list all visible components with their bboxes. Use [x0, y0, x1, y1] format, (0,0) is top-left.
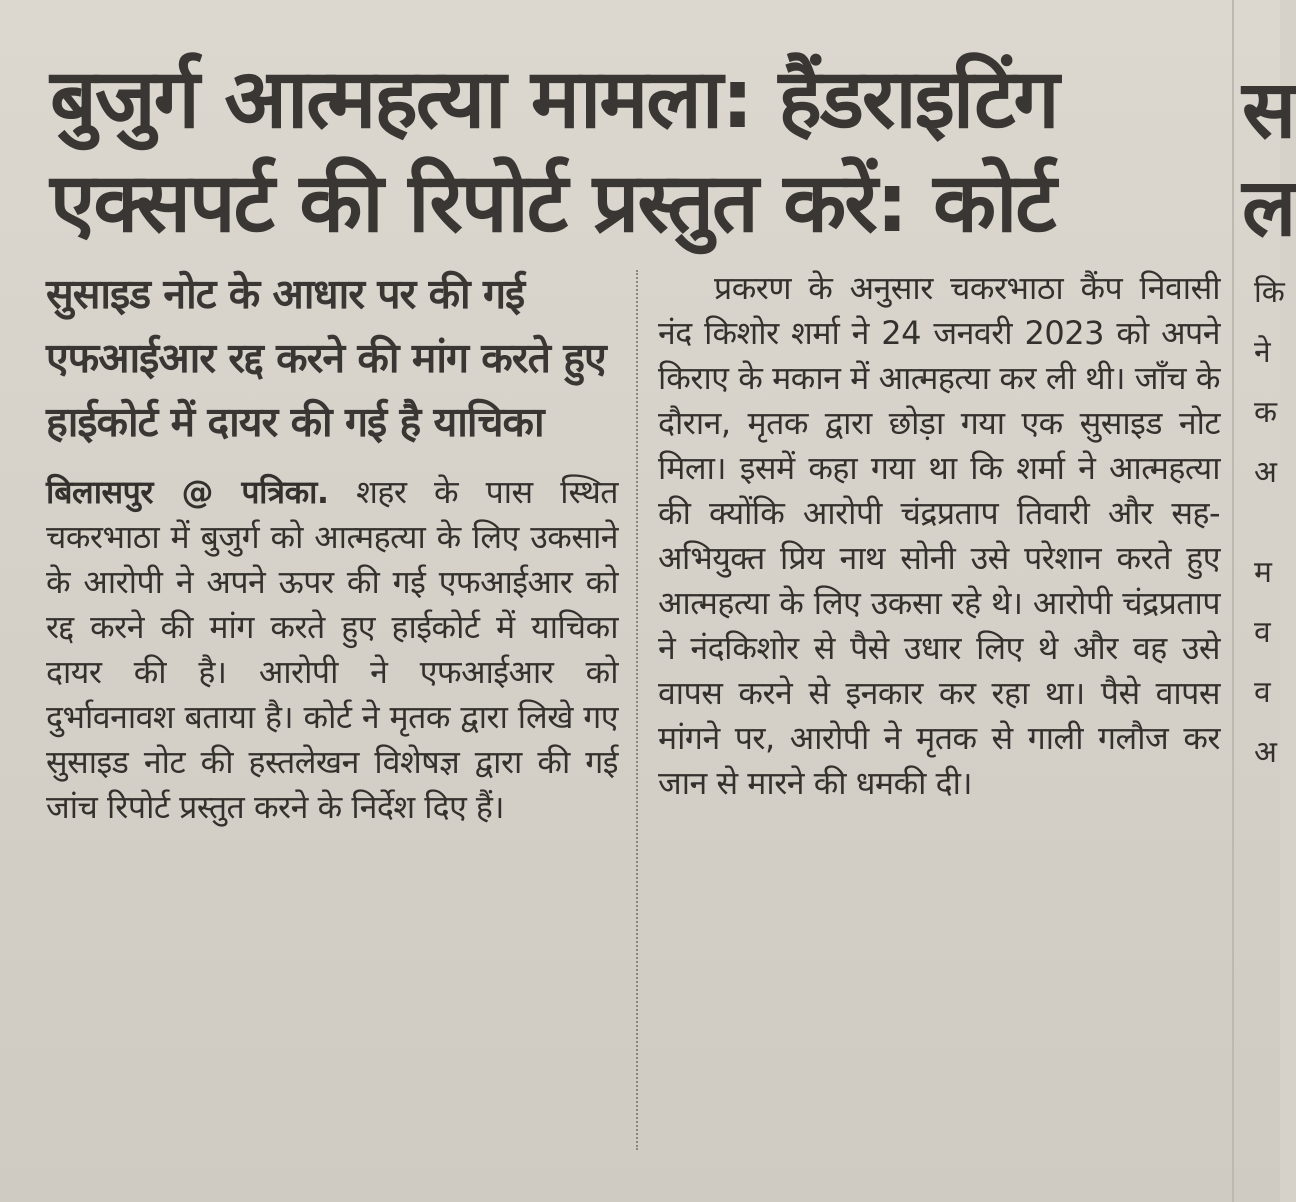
- adjacent-text-char: ने: [1254, 335, 1271, 370]
- left-column: [46, 262, 618, 830]
- subheadline: सुसाइड नोट के आधार पर की गई एफआईआर रद्द करने की मांग करते हुए हाईकोर्ट में दायर की गई है याचिका: [46, 270, 606, 446]
- adjacent-text-char: क: [1254, 395, 1278, 430]
- adjacent-article-fragment: [1232, 0, 1296, 1202]
- right-column: [658, 266, 1220, 806]
- adjacent-headline-char: ल: [1242, 161, 1296, 254]
- right-column-body: प्रकरण के अनुसार चकरभाठा कैंप निवासी नंद किशोर शर्मा ने 24 जनवरी 2023 को अपने किराए के मकान में आत्महत्या कर ली थी। जाँच के दौरान, मृतक द्वारा छोड़ा गया एक सुसाइड नोट मिला। इसमें कहा गया था कि शर्मा ने आत्महत्या की क्योंकि आरोपी चंद्रप्रताप तिवारी और सह-अभियुक्त प्रिय नाथ सोनी उसे परेशान करते हुए आत्महत्या के लिए उकसा रहे थे। आरोपी चंद्रप्रताप ने नंदकिशोर से पैसे उधार लिए थे और वह उसे वापस करने से इनकार कर रहा था। पैसे वापस मांगने पर, आरोपी ने मृतक से गाली गलौज कर जान से मारने की धमकी दी।: [658, 269, 1220, 802]
- adjacent-text-char: अ: [1254, 455, 1277, 490]
- left-column-body: शहर के पास स्थित चकरभाठा में बुजुर्ग को आत्महत्या के लिए उकसाने के आरोपी ने अपने ऊपर की गई एफआईआर को रद्द करने की मांग करते हुए हाईकोर्ट में याचिका दायर की है। आरोपी ने एफआईआर को दुर्भावनावश बताया है। कोर्ट ने मृतक द्वारा लिखे गए सुसाइड नोट की हस्तलेखन विशेषज्ञ द्वारा की गई जांच रिपोर्ट प्रस्तुत करने के निर्देश दिए हैं।: [46, 473, 619, 826]
- left-column-text: [46, 470, 618, 830]
- adjacent-text-char: कि: [1254, 275, 1285, 310]
- headline-line-1: बुजुर्ग आत्महत्या मामला: हैंडराइटिंग: [50, 52, 1058, 147]
- headline: [50, 48, 1210, 256]
- adjacent-text-char: म: [1254, 555, 1272, 590]
- column-divider: [636, 270, 638, 1150]
- dateline: बिलासपुर @ पत्रिका.: [46, 473, 329, 511]
- adjacent-text-char: अ: [1254, 735, 1277, 770]
- headline-line-2: एक्सपर्ट की रिपोर्ट प्रस्तुत करें: कोर्ट: [50, 156, 1055, 251]
- adjacent-text-char: व: [1254, 675, 1271, 710]
- adjacent-text-char: व: [1254, 615, 1271, 650]
- adjacent-headline-char: स: [1242, 63, 1296, 156]
